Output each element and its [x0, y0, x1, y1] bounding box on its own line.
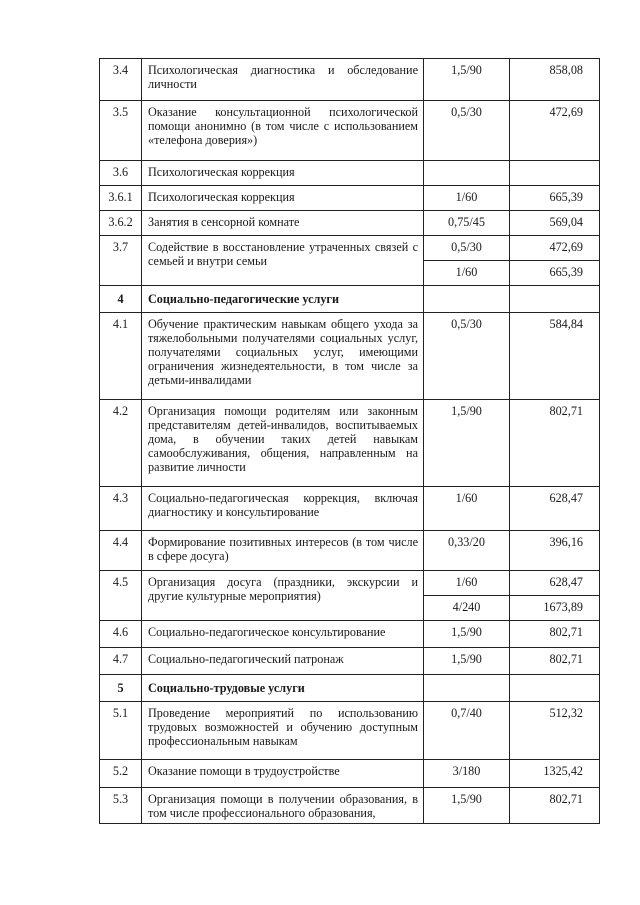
section-row — [100, 286, 600, 313]
service-time: 0,75/45 — [424, 211, 510, 236]
service-time: 1/60 — [424, 186, 510, 211]
service-price: 858,08 — [510, 59, 600, 101]
service-description: Психологическая диагностика и обследование личности — [142, 59, 424, 101]
service-time: 1,5/90 — [424, 400, 510, 487]
service-time: 0,5/30 — [424, 313, 510, 400]
row-number: 5.2 — [100, 760, 142, 788]
table-row — [100, 648, 600, 675]
service-price: 628,47 — [510, 487, 600, 531]
row-number: 4.5 — [100, 571, 142, 621]
service-price: 472,69 — [510, 236, 600, 261]
service-time: 1,5/90 — [424, 788, 510, 824]
service-price: 472,69 — [510, 101, 600, 161]
service-description: Социально-педагогическая коррекция, включая диагностику и консультирование — [142, 487, 424, 531]
table-row — [100, 161, 600, 186]
service-description: Содействие в восстановление утраченных связей с семьей и внутри семьи — [142, 236, 424, 286]
service-time: 1/60 — [424, 487, 510, 531]
service-time: 0,5/30 — [424, 101, 510, 161]
service-time: 1,5/90 — [424, 59, 510, 101]
row-number: 4.4 — [100, 531, 142, 571]
service-time — [424, 161, 510, 186]
table-row — [100, 571, 600, 596]
service-description: Психологическая коррекция — [142, 186, 424, 211]
service-description: Оказание помощи в трудоустройстве — [142, 760, 424, 788]
table-row — [100, 702, 600, 760]
service-price: 802,71 — [510, 621, 600, 648]
row-number: 3.6.2 — [100, 211, 142, 236]
service-description: Оказание консультационной психологической помощи анонимно (в том числе с использованием «телефона доверия») — [142, 101, 424, 161]
service-description: Организация помощи родителям или законным представителям детей-инвалидов, воспитываемых дома, в обучении таких детей навыкам самообслуживания, общения, направленным на развитие личности — [142, 400, 424, 487]
row-number: 3.5 — [100, 101, 142, 161]
service-description: Социально-педагогический патронаж — [142, 648, 424, 675]
service-description: Занятия в сенсорной комнате — [142, 211, 424, 236]
section-number: 4 — [100, 286, 142, 313]
table-row — [100, 186, 600, 211]
service-description: Психологическая коррекция — [142, 161, 424, 186]
row-number: 4.6 — [100, 621, 142, 648]
service-price: 396,16 — [510, 531, 600, 571]
row-number: 5.1 — [100, 702, 142, 760]
service-price: 802,71 — [510, 788, 600, 824]
row-number: 3.6.1 — [100, 186, 142, 211]
service-time: 0,5/30 — [424, 236, 510, 261]
row-number: 4.1 — [100, 313, 142, 400]
table-row — [100, 400, 600, 487]
service-description: Социально-педагогическое консультирование — [142, 621, 424, 648]
table-row — [100, 59, 600, 101]
table-row — [100, 236, 600, 261]
service-description: Проведение мероприятий по использованию трудовых возможностей и обучению доступным профессиональным навыкам — [142, 702, 424, 760]
service-description: Формирование позитивных интересов (в том числе в сфере досуга) — [142, 531, 424, 571]
service-price: 584,84 — [510, 313, 600, 400]
row-number: 5.3 — [100, 788, 142, 824]
service-price: 1325,42 — [510, 760, 600, 788]
table-row — [100, 531, 600, 571]
services-table — [99, 58, 600, 824]
service-price: 665,39 — [510, 186, 600, 211]
service-time: 3/180 — [424, 760, 510, 788]
section-title: Социально-трудовые услуги — [142, 675, 424, 702]
service-time: 1/60 — [424, 571, 510, 596]
service-description: Организация досуга (праздники, экскурсии и другие культурные мероприятия) — [142, 571, 424, 621]
service-price: 628,47 — [510, 571, 600, 596]
service-price: 802,71 — [510, 648, 600, 675]
table-row — [100, 313, 600, 400]
service-time: 1/60 — [424, 261, 510, 286]
table-row — [100, 621, 600, 648]
service-time: 0,33/20 — [424, 531, 510, 571]
table-row — [100, 487, 600, 531]
table-row — [100, 211, 600, 236]
service-time: 1,5/90 — [424, 648, 510, 675]
service-price: 512,32 — [510, 702, 600, 760]
service-price — [510, 161, 600, 186]
service-time: 4/240 — [424, 596, 510, 621]
table-row — [100, 760, 600, 788]
row-number: 3.7 — [100, 236, 142, 286]
section-title: Социально-педагогические услуги — [142, 286, 424, 313]
table-row — [100, 788, 600, 824]
service-time: 0,7/40 — [424, 702, 510, 760]
service-time: 1,5/90 — [424, 621, 510, 648]
service-price: 665,39 — [510, 261, 600, 286]
service-price: 1673,89 — [510, 596, 600, 621]
row-number: 4.3 — [100, 487, 142, 531]
row-number: 4.7 — [100, 648, 142, 675]
section-row — [100, 675, 600, 702]
section-number: 5 — [100, 675, 142, 702]
row-number: 4.2 — [100, 400, 142, 487]
row-number: 3.4 — [100, 59, 142, 101]
service-description: Обучение практическим навыкам общего ухода за тяжелобольными получателями социальных услуг, получателями социальных услуг, имеющими ограничения жизнедеятельности, в том числе за детьми-инвалидами — [142, 313, 424, 400]
service-price: 569,04 — [510, 211, 600, 236]
service-price: 802,71 — [510, 400, 600, 487]
service-description: Организация помощи в получении образования, в том числе профессионального образования, — [142, 788, 424, 824]
row-number: 3.6 — [100, 161, 142, 186]
table-row — [100, 101, 600, 161]
